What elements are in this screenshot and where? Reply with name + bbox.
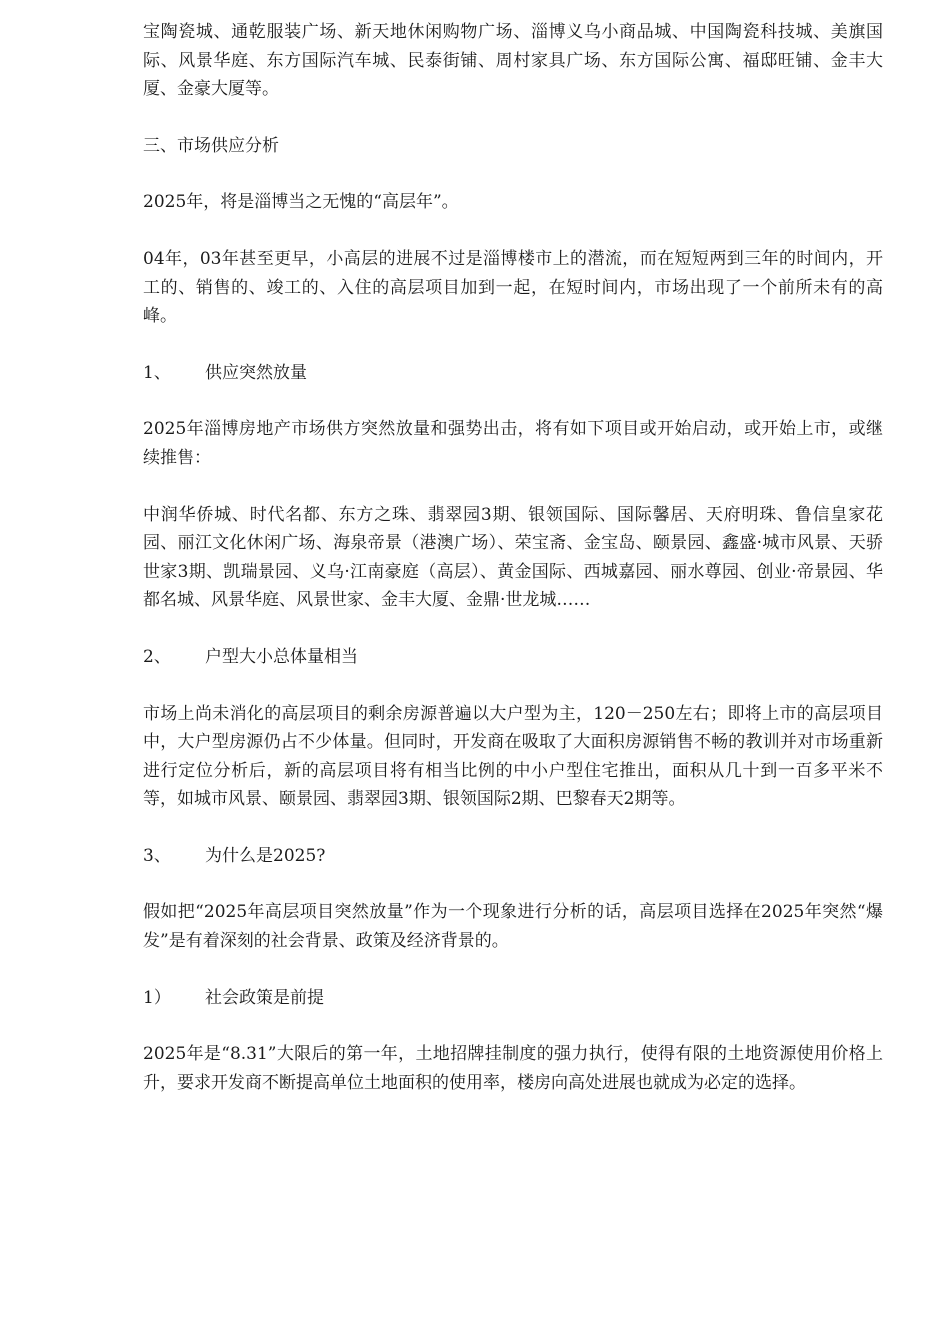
paragraph-high-rise-year: 2025年，将是淄博当之无愧的“高层年”。 — [143, 192, 459, 213]
subheading-number: 3、 — [143, 845, 171, 866]
paragraph-project-list-continued: 宝陶瓷城、通乾服装广场、新天地休闲购物广场、淄博义乌小商品城、中国陶瓷科技城、美旗国际、风景华庭、东方国际汽车城、民泰街铺、周村家具广场、东方国际公寓、福邸旺铺、金丰大厦、金豪大厦等。 — [143, 22, 883, 100]
subheading-text: 为什么是2025? — [205, 845, 326, 866]
subheading-why-2025 — [143, 842, 883, 871]
paragraph-social-policy: 2025年是“8.31”大限后的第一年，土地招牌挂制度的强力执行，使得有限的土地资源使用价格上升，要求开发商不断提高单位土地面积的使用率，楼房向高处进展也就成为必定的选择。 — [143, 1044, 883, 1093]
subheading-unit-size — [143, 643, 883, 672]
paragraph-unit-size-analysis: 市场上尚未消化的高层项目的剩余房源普遍以大户型为主，120－250左右；即将上市的高层项目中，大户型房源仍占不少体量。但同时，开发商在吸取了大面积房源销售不畅的教训并对市场重新进行定位分析后，新的高层项目将有相当比例的中小户型住宅推出，面积从几十到一百多平米不等，如城市风景、颐景园、翡翠园3期、银领国际2期、巴黎春天2期等。 — [143, 703, 883, 810]
subheading-social-policy — [143, 984, 883, 1013]
subheading-number: 1） — [143, 987, 171, 1008]
subheading-text: 供应突然放量 — [205, 362, 307, 383]
subheading-text: 社会政策是前提 — [205, 987, 324, 1008]
paragraph-high-rise-development: 04年，03年甚至更早，小高层的进展不过是淄博楼市上的潜流，而在短短两到三年的时间内，开工的、销售的、竣工的、入住的高层项目加到一起，在短时间内，市场出现了一个前所未有的高峰。 — [143, 248, 883, 327]
paragraph-supply-intro: 2025年淄博房地产市场供方突然放量和强势出击，将有如下项目或开始启动，或开始上市，或继续推售： — [143, 419, 883, 468]
subheading-supply-surge — [143, 359, 883, 388]
section-heading-market-supply: 三、市场供应分析 — [143, 135, 279, 156]
paragraph-project-names: 中润华侨城、时代名都、东方之珠、翡翠园3期、银领国际、国际馨居、天府明珠、鲁信皇家花园、丽江文化休闲广场、海泉帝景（港澳广场）、荣宝斋、金宝岛、颐景园、鑫盛·城市风景、天骄世家3期、凯瑞景园、义乌·江南豪庭（高层）、黄金国际、西城嘉园、丽水尊园、创业·帝景园、华都名城、风景华庭、风景世家、金丰大厦、金鼎·世龙城…… — [143, 504, 883, 611]
paragraph-why-2025: 假如把“2025年高层项目突然放量”作为一个现象进行分析的话，高层项目选择在2025年突然“爆发”是有着深刻的社会背景、政策及经济背景的。 — [143, 902, 883, 952]
document-page — [143, 18, 883, 1125]
subheading-number: 1、 — [143, 362, 171, 383]
subheading-text: 户型大小总体量相当 — [205, 646, 358, 667]
subheading-number: 2、 — [143, 646, 171, 667]
